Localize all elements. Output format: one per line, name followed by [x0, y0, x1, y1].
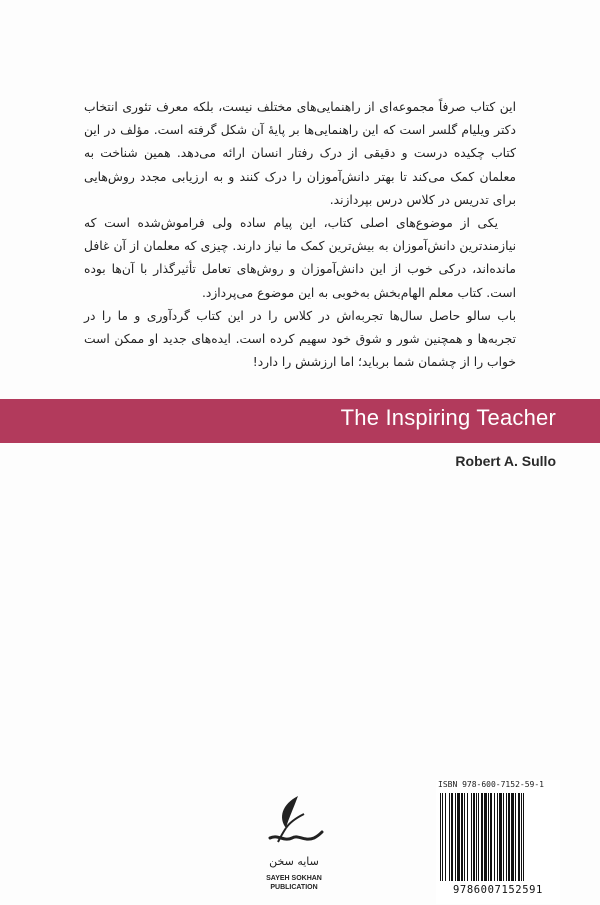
barcode-bars: [440, 793, 556, 881]
blurb-paragraph-1: این کتاب صرفاً مجموعه‌ای از راهنمایی‌های مختلف نیست، بلکه معرف تئوری انتخاب دکتر ویلیام گلسر است که این راهنمایی‌ها بر پایهٔ آن شکل گرفته است. مؤلف در این کتاب چکیده درست و دقیقی از درک رفتار انسان ارائه می‌دهد. همین شناخت به معلمان کمک می‌کند تا بهتر دانش‌آموزان را درک کنند و به ارزیابی مجدد روش‌هایی برای تدریس در کلاس درس بپردازند.: [84, 100, 516, 207]
blurb-text: [84, 96, 516, 374]
isbn-text: ISBN 978-600-7152-59-1: [438, 780, 544, 789]
author-name: Robert A. Sullo: [455, 453, 556, 469]
publisher-name-en: [248, 874, 340, 892]
book-title: The Inspiring Teacher: [340, 405, 556, 430]
publisher-logo: [248, 794, 340, 904]
publisher-name-en-line1: SAYEH SOKHAN: [266, 875, 322, 882]
publisher-name-fa: سایه سخن: [269, 855, 319, 868]
blurb-paragraph-2: یکی از موضوع‌های اصلی کتاب، این پیام ساده ولی فراموش‌شده است که نیازمندترین دانش‌آموزان به بیش‌ترین کمک ما نیاز دارند. چیزی که معلمان از آن غافل مانده‌اند، درکی خوب از این دانش‌آموزان و روش‌های تعامل تأثیرگذار با آن‌ها بوده است. کتاب معلم الهام‌بخش به‌خوبی به این موضوع می‌پردازد.: [84, 216, 516, 300]
publisher-name-en-line2: PUBLICATION: [270, 884, 318, 891]
title-band: [0, 399, 600, 443]
barcode: [436, 780, 560, 904]
quill-feather-icon: [264, 794, 324, 854]
blurb-paragraph-3: باب سالو حاصل سال‌ها تجربه‌اش در کلاس را در این کتاب گردآوری و ما را در تجربه‌ها و همچنین شور و شوق خود سهیم کرده است. ایده‌های جدید او ممکن است خواب را از چشمان شما برباید؛ اما ارزشش را دارد!: [84, 308, 516, 370]
barcode-number: 9786007152591: [453, 884, 543, 896]
